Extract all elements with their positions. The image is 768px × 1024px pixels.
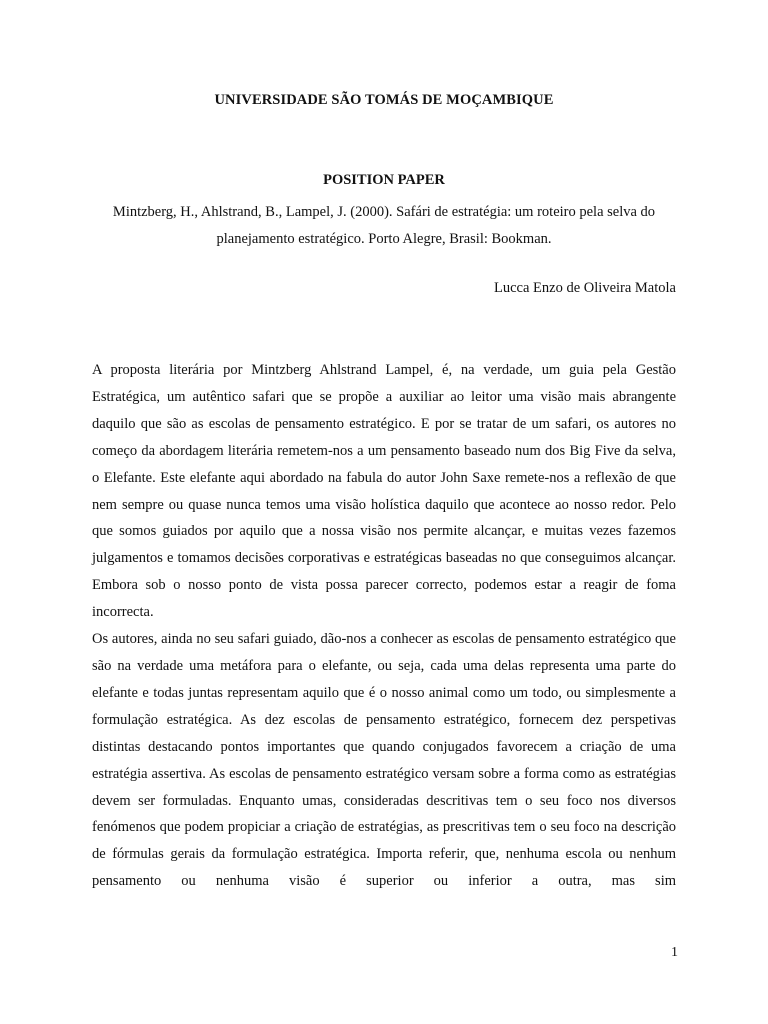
paragraph-1: A proposta literária por Mintzberg Ahlstrand Lampel, é, na verdade, um guia pela Gestão Estratégica, um autêntico safari que se propõe a auxiliar ao leitor uma visão mais abrangente daquilo que são as escolas de pensamento estratégico. E por se tratar de um safari, os autores no começo da abordagem literária remetem-nos a um pensamento baseado num dos Big Five da selva, o Elefante. Este elefante aqui abordado na fabula do autor John Saxe remete-nos a reflexão de que nem sempre ou quase nunca temos uma visão holística daquilo que acontece ao nosso redor. Pelo que somos guiados por aquilo que a nossa visão nos permite alcançar, e muitas vezes fazemos julgamentos e tomamos decisões corporativas e estratégicas baseadas no que conseguimos alcançar. Embora sob o nosso ponto de vista possa parecer correcto, podemos estar a reagir de foma incorrecta. [92, 362, 676, 621]
reference-citation: Mintzberg, H., Ahlstrand, B., Lampel, J. (2000). Safári de estratégia: um roteiro pela selva do planejamento estratégico. Porto Alegre, Brasil: Bookman. [112, 204, 656, 247]
paragraph-2: Os autores, ainda no seu safari guiado, dão-nos a conhecer as escolas de pensamento estratégico que são na verdade uma metáfora para o elefante, ou seja, cada uma delas representa uma parte do elefante e todas juntas representam aquilo que é o nosso animal como um todo, ou simplesmente a formulação estratégica. As dez escolas de pensamento estratégico, fornecem dez perspetivas distintas destacando pontos importantes que quando conjugados favorecem a criação de uma estratégia assertiva. As escolas de pensamento estratégico versam sobre a forma como as estratégias devem ser formuladas. Enquanto umas, consideradas descritivas tem o seu foco nos diversos fenómenos que podem propiciar a criação de estratégias, as prescritivas tem o seu foco na descrição de fórmulas gerais da formulação estratégica. Importa referir, que, nenhuma escola ou nenhum pensamento ou nenhuma visão é superior ou inferior a outra, mas sim [92, 631, 676, 890]
author-name: Lucca Enzo de Oliveira Matola [494, 280, 676, 296]
page-number: 1 [671, 945, 678, 960]
document-type-heading: POSITION PAPER [323, 172, 445, 188]
body-text [92, 357, 676, 895]
university-heading: UNIVERSIDADE SÃO TOMÁS DE MOÇAMBIQUE [214, 92, 554, 108]
